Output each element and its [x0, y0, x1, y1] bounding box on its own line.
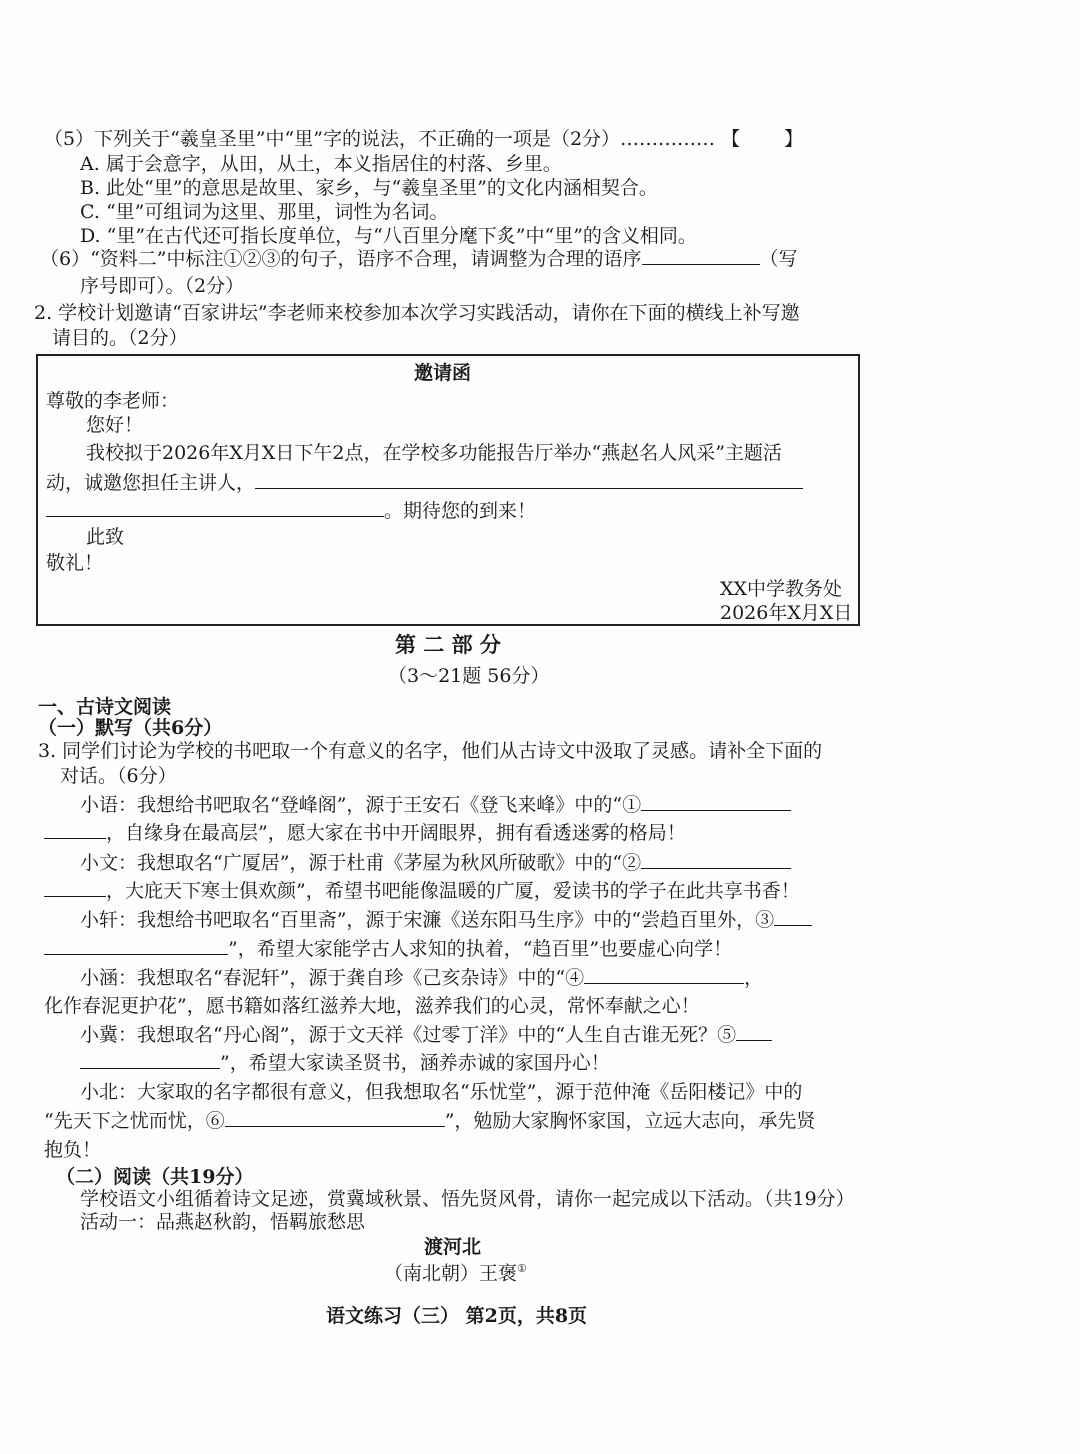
dialog-3-line2: [44, 936, 732, 962]
invitation-body-text3: 。期待您的到来！: [384, 500, 537, 522]
dialog-4-line1: [80, 965, 763, 991]
dialog-1-line2: [44, 820, 686, 846]
invitation-purpose-blank-1[interactable]: [255, 470, 803, 489]
activity1-title: 活动一：品燕赵秋韵，悟羁旅愁思: [80, 1211, 366, 1233]
dialog-blank-1b[interactable]: [44, 820, 106, 839]
q2-line1: 2. 学校计划邀请“百家讲坛”李老师来校参加本次学习实践活动，请你在下面的横线上补写邀: [34, 302, 800, 324]
dialog-3-text2: ”，希望大家能学古人求知的执着，“趋百里”也要虚心向学！: [228, 938, 733, 960]
invitation-body-line1: 我校拟于2026年X月X日下午2点，在学校多功能报告厅举办“燕赵名人风采”主题活: [86, 442, 782, 464]
q5-stem: （5）下列关于“羲皇圣里”中“里”字的说法，不正确的一项是（2分）……………: [44, 128, 716, 150]
dialog-5-text2: ”，希望大家读圣贤书，涵养赤诚的家国丹心！: [220, 1052, 610, 1074]
dialog-2-line2: [44, 878, 800, 904]
dialog-blank-1a[interactable]: [641, 792, 791, 811]
invitation-greeting: 您好！: [86, 414, 144, 436]
dialog-6-text-start: “先天下之忧而忧，⑥: [44, 1110, 225, 1132]
invitation-body-text2: 动，诚邀您担任主讲人，: [46, 472, 256, 494]
q3-line1: 3. 同学们讨论为学校的书吧取一个有意义的名字，他们从古诗文中汲取了灵感。请补全下面的: [38, 740, 823, 762]
invitation-date: 2026年X月X日: [720, 602, 853, 624]
q5-option-a: A. 属于会意字，从田，从土，本义指居住的村落、乡里。: [80, 153, 562, 175]
poem-footnote-mark: ①: [517, 1262, 527, 1275]
dialog-1-text2: ，自缘身在最高层”，愿大家在书中开阔眼界，拥有看透迷雾的格局！: [106, 822, 686, 844]
dialog-6-text-end: ”，勉励大家胸怀家国，立远大志向，承先贤: [444, 1110, 816, 1132]
q5-option-b: B. 此处“里”的意思是故里、家乡，与“羲皇圣里”的文化内涵相契合。: [80, 177, 658, 199]
part2-subtitle: （3～21题 56分）: [388, 665, 550, 687]
section2-title: （二）阅读（共19分）: [56, 1166, 254, 1188]
dialog-2-text1: 小文：我想取名“广厦居”，源于杜甫《茅屋为秋风所破歌》中的“②: [80, 852, 642, 874]
invitation-body-line3: [46, 498, 536, 524]
invitation-title: 邀请函: [414, 362, 472, 384]
dialog-5-text1: 小冀：我想取名“丹心阁”，源于文天祥《过零丁洋》中的“人生自古谁无死？⑤: [80, 1024, 737, 1046]
dialog-4-line2: 化作春泥更护花”，愿书籍如落红滋养大地，滋养我们的心灵，常怀奉献之心！: [44, 995, 700, 1017]
poem-author: [384, 1256, 527, 1286]
dialog-blank-2a[interactable]: [641, 850, 791, 869]
poem-title: 渡河北: [424, 1236, 482, 1258]
dialog-3-text1: 小轩：我想给书吧取名“百里斋”，源于宋濂《送东阳马生序》中的“尝趋百里外，③: [80, 909, 775, 931]
dialog-4-comma: ，: [744, 967, 764, 989]
dialog-blank-3b[interactable]: [44, 936, 228, 955]
q3-line2: 对话。（6分）: [60, 765, 177, 787]
invitation-body-line2: [46, 470, 803, 496]
dialog-1-line1: [80, 792, 791, 818]
section1-sub1: （一）默写（共6分）: [38, 717, 223, 739]
dialog-blank-6[interactable]: [225, 1108, 445, 1127]
part2-title: 第 二 部 分: [395, 632, 501, 657]
dialog-2-text2: ，大庇天下寒士俱欢颜”，希望书吧能像温暖的广厦，爱读书的学子在此共享书香！: [106, 880, 800, 902]
dialog-5-line2: [80, 1050, 610, 1076]
invitation-closing2: 敬礼！: [46, 552, 104, 574]
invitation-signer: XX中学教务处: [720, 578, 843, 600]
q6-line2: 序号即可）。（2分）: [80, 275, 245, 297]
page-footer: 语文练习（三） 第2页，共8页: [326, 1305, 588, 1327]
answer-bracket-open: 【: [721, 128, 741, 150]
dialog-6-line3: 抱负！: [44, 1139, 102, 1161]
invitation-purpose-blank-2[interactable]: [46, 498, 384, 517]
q6-text: （6）“资料二”中标注①②③的句子，语序不合理，请调整为合理的语序: [40, 248, 642, 270]
q6-line1: [40, 246, 798, 272]
dialog-blank-3a[interactable]: [774, 907, 812, 926]
invitation-closing1: 此致: [86, 526, 125, 548]
invitation-box: [36, 354, 860, 626]
q6-text-end: （写: [759, 248, 798, 270]
section2-intro: 学校语文小组循着诗文足迹，赏冀域秋景、悟先贤风骨，请你一起完成以下活动。（共19分）: [80, 1188, 855, 1210]
poem-author-text: （南北朝）王褒: [384, 1262, 518, 1285]
dialog-6-line1: 小北：大家取的名字都很有意义，但我想取名“乐忧堂”，源于范仲淹《岳阳楼记》中的: [80, 1081, 803, 1103]
dialog-2-line1: [80, 850, 791, 876]
dialog-3-line1: [80, 907, 812, 933]
dialog-blank-2b[interactable]: [44, 878, 106, 897]
dialog-5-line1: [80, 1022, 772, 1048]
q6-answer-blank[interactable]: [642, 246, 760, 265]
dialog-1-text1: 小语：我想给书吧取名“登峰阁”，源于王安石《登飞来峰》中的“①: [80, 794, 642, 816]
q5-option-c: C. “里”可组词为这里、那里，词性为名词。: [80, 201, 449, 223]
q5-option-d: D. “里”在古代还可指长度单位，与“八百里分麾下炙”中“里”的含义相同。: [80, 225, 697, 247]
answer-bracket-close: 】: [784, 128, 804, 150]
dialog-blank-5b[interactable]: [80, 1050, 220, 1069]
invitation-salutation: 尊敬的李老师：: [46, 390, 180, 412]
section1-title: 一、古诗文阅读: [38, 696, 172, 718]
dialog-blank-5a[interactable]: [736, 1022, 772, 1041]
dialog-4-text1: 小涵：我想取名“春泥轩”，源于龚自珍《己亥杂诗》中的“④: [80, 967, 585, 989]
dialog-blank-4[interactable]: [584, 965, 744, 984]
dialog-6-line2: [44, 1108, 815, 1134]
q2-line2: 请目的。（2分）: [52, 327, 188, 349]
q5-stem-line: [44, 126, 803, 152]
